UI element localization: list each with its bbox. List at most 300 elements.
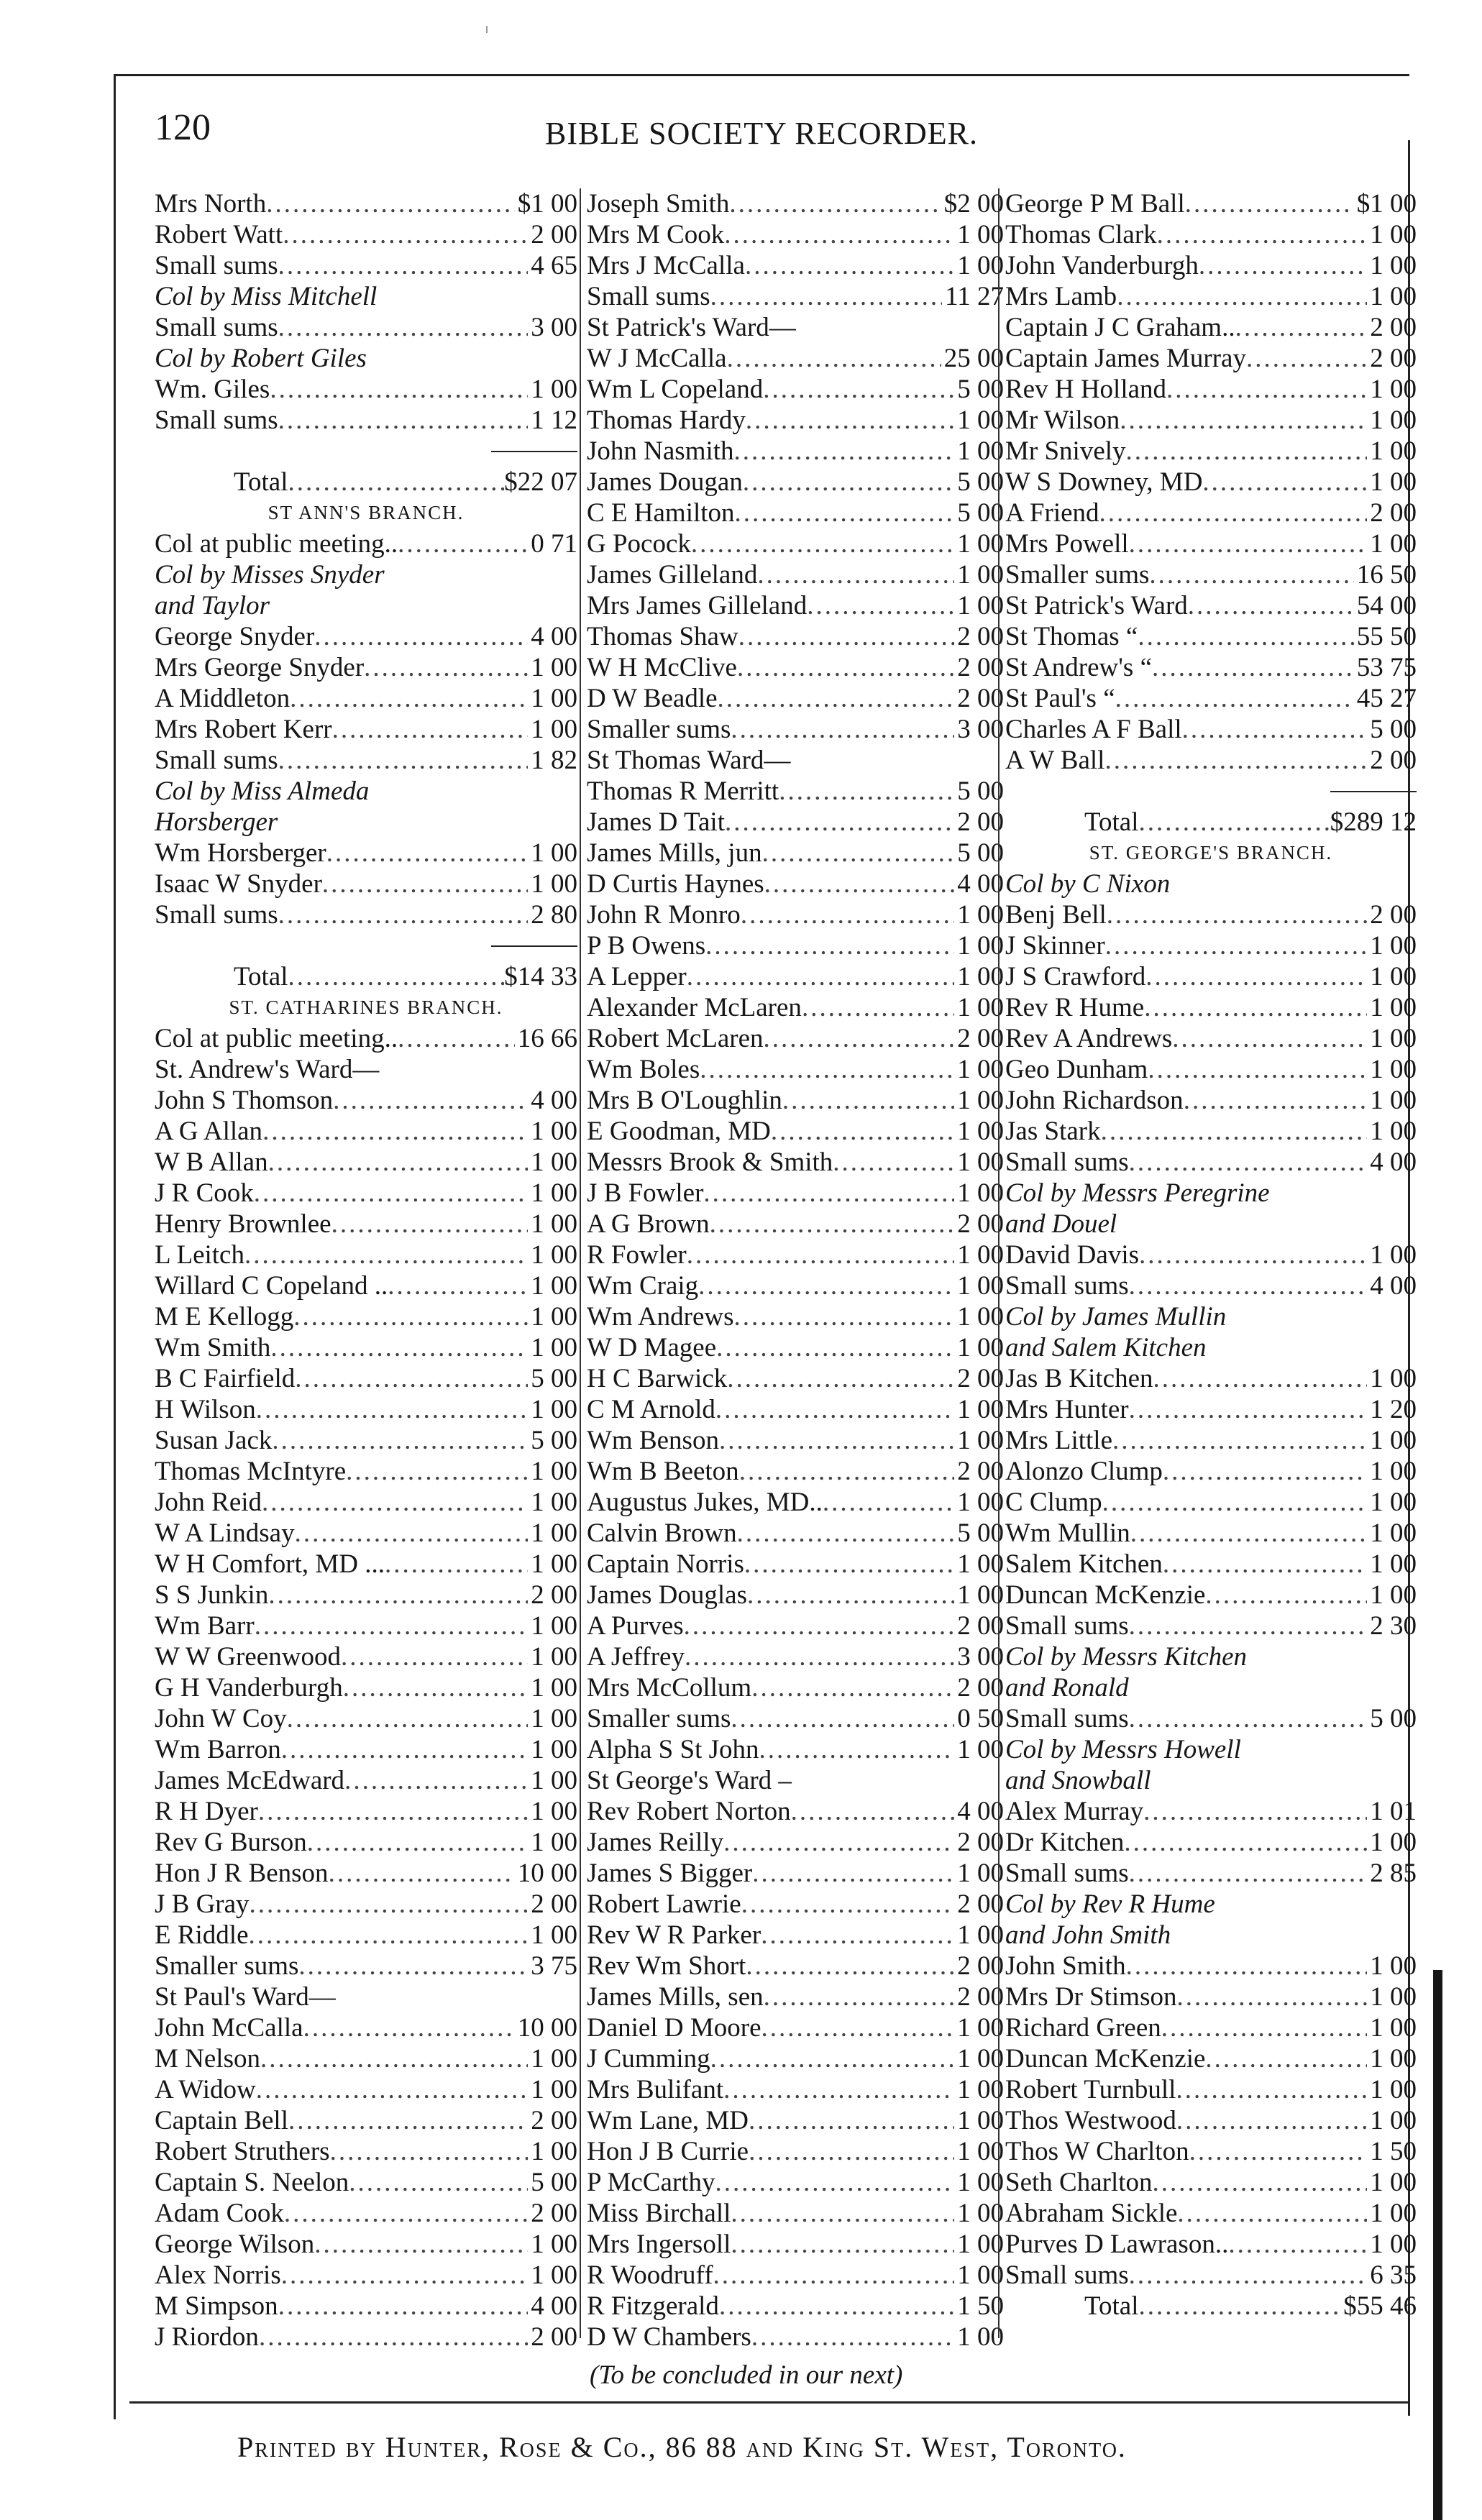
contributor-name: John R Monro [587, 900, 741, 930]
list-item [587, 2229, 1004, 2260]
amount: 1 00 [531, 1457, 577, 1486]
list-item [155, 2229, 577, 2260]
list-item [1005, 1703, 1417, 1734]
list-item [1005, 559, 1417, 590]
amount: 1 00 [1370, 1518, 1417, 1548]
amount: 1 00 [957, 2137, 1004, 2166]
list-item [155, 1672, 577, 1703]
dot-leader [734, 436, 955, 467]
contributor-name: Smaller sums [1005, 560, 1150, 590]
dot-leader [727, 343, 941, 374]
amount: 1 00 [1370, 1117, 1417, 1146]
contributor-name: Rev Wm Short [587, 1951, 746, 1981]
amount: 1 00 [1370, 1055, 1417, 1084]
collector-note: and Taylor [155, 591, 270, 620]
amount: 1 00 [1370, 1982, 1417, 2012]
amount: 1 00 [957, 1271, 1004, 1301]
contributor-name: Smaller sums [587, 715, 731, 744]
dot-leader [713, 2260, 955, 2291]
list-item [155, 1301, 577, 1332]
dot-leader [278, 745, 529, 776]
amount: 1 00 [531, 1735, 577, 1764]
amount: 2 00 [957, 1024, 1004, 1053]
dot-leader [741, 1889, 955, 1920]
list-item [155, 1456, 577, 1487]
dot-leader [746, 1951, 954, 1981]
list-item [587, 930, 1004, 961]
dot-leader [749, 2136, 954, 2167]
list-item [587, 1425, 1004, 1456]
amount: 1 00 [1370, 1364, 1417, 1393]
contributor-name: L Leitch [155, 1240, 244, 1270]
ward-heading: St. Andrew's Ward— [155, 1055, 380, 1084]
dot-leader [737, 1518, 955, 1549]
dot-leader [764, 1981, 955, 2012]
list-item [1005, 1240, 1417, 1270]
list-item [1005, 992, 1417, 1023]
ward-heading: St Paul's Ward— [155, 1982, 336, 2012]
list-item [1005, 1425, 1417, 1456]
contributor-name: Captain James Murray [1005, 344, 1246, 373]
list-item [1005, 1085, 1417, 1116]
contributor-name: Rev R Hume [1005, 993, 1145, 1022]
list-item [587, 1085, 1004, 1116]
amount: 1 00 [957, 220, 1004, 249]
amount: 1 00 [957, 2260, 1004, 2290]
contributor-name: J S Crawford [1005, 962, 1146, 991]
list-item [155, 2260, 577, 2291]
contributor-name: John S Thomson [155, 1086, 334, 1115]
list-item [155, 1951, 577, 1981]
dot-leader [833, 1147, 954, 1178]
amount: 1 00 [957, 1147, 1004, 1177]
dot-leader [298, 1951, 528, 1981]
list-item [1005, 467, 1417, 498]
contributor-name: Alonzo Clump [1005, 1457, 1163, 1486]
contributor-name: Miss Birchall [587, 2199, 731, 2228]
contributor-name: Mrs Robert Kerr [155, 715, 332, 744]
amount: 1 00 [957, 900, 1004, 930]
contributor-name: C Clump [1005, 1488, 1102, 1517]
amount: 0 50 [957, 1704, 1004, 1733]
amount: 5 00 [531, 2168, 577, 2197]
list-item [155, 1580, 577, 1610]
amount: 2 00 [531, 1889, 577, 1919]
contributor-name: Rev W R Parker [587, 1920, 761, 1950]
list-item [1005, 312, 1417, 343]
contributor-name: W W Greenwood [155, 1642, 341, 1672]
amount: 1 00 [1370, 1488, 1417, 1517]
column-1 [155, 188, 577, 2352]
dot-leader [1184, 1085, 1368, 1116]
contributor-name: John Richardson [1005, 1086, 1184, 1115]
amount: 2 00 [531, 2106, 577, 2135]
dot-leader [744, 1549, 954, 1580]
list-item [1005, 1116, 1417, 1147]
amount: 1 00 [1370, 436, 1417, 466]
contributor-name: St Patrick's Ward [1005, 591, 1188, 620]
amount: 1 00 [1370, 529, 1417, 559]
collector-note: and Salem Kitchen [1005, 1333, 1207, 1362]
dot-leader [782, 1085, 954, 1116]
contributor-name: Robert Watt [155, 220, 283, 249]
contributor-name: John Vanderburgh [1005, 251, 1199, 280]
amount: 1 00 [957, 2322, 1004, 2352]
dot-leader [1101, 1116, 1368, 1147]
amount: 1 00 [1370, 962, 1417, 991]
amount: 2 00 [957, 1982, 1004, 2012]
amount: 2 00 [1370, 900, 1417, 930]
list-item [587, 219, 1004, 250]
amount: 1 00 [957, 2013, 1004, 2043]
list-item [587, 714, 1004, 745]
dot-leader [303, 2012, 515, 2043]
amount: $1 00 [517, 189, 577, 219]
amount: 4 00 [1370, 1271, 1417, 1301]
dot-leader [1153, 2167, 1368, 2198]
contributor-name: Mrs McCollum [587, 1673, 752, 1703]
contributor-name: Mrs Ingersoll [587, 2230, 731, 2259]
dot-leader [278, 2291, 529, 2322]
amount: 2 00 [957, 1889, 1004, 1919]
contributor-name: Alex Norris [155, 2260, 281, 2290]
list-item [1005, 2074, 1417, 2105]
dot-leader [272, 1425, 528, 1456]
contributor-name: Robert McLaren [587, 1024, 764, 1053]
contributor-name: J B Gray [155, 1889, 250, 1919]
amount: 1 00 [1370, 931, 1417, 961]
contributor-name: Mrs Lamb [1005, 282, 1117, 311]
list-item [155, 2322, 577, 2352]
list-item [1005, 1610, 1417, 1641]
list-item [587, 1981, 1004, 2012]
contributor-name: Hon J R Benson [155, 1859, 329, 1888]
amount: 1 00 [1370, 1580, 1417, 1610]
list-item [587, 2260, 1004, 2291]
dot-leader [802, 992, 954, 1023]
amount: 3 00 [531, 313, 577, 342]
amount: 1 00 [1370, 2230, 1417, 2259]
amount: 1 00 [957, 1055, 1004, 1084]
list-item [155, 2198, 577, 2229]
page-header [155, 106, 1413, 157]
left-border [114, 74, 116, 2419]
contributor-name: John McCalla [155, 2013, 303, 2043]
dot-leader [281, 2260, 529, 2291]
list-item [1005, 2167, 1417, 2198]
list-item [1005, 405, 1417, 436]
contributor-name: David Davis [1005, 1240, 1139, 1270]
contributor-name: W H Comfort, MD ... [155, 1549, 385, 1579]
amount: 1 00 [1370, 993, 1417, 1022]
contributor-name: Wm Lane, MD [587, 2106, 749, 2135]
list-item [1005, 2012, 1417, 2043]
dot-leader [1188, 590, 1354, 621]
list-item [155, 899, 577, 930]
list-item [1005, 1981, 1417, 2012]
dot-leader [757, 559, 954, 590]
amount: 2 85 [1370, 1859, 1417, 1888]
total-amount: $55 46 [1343, 2291, 1417, 2321]
sum-rule [1005, 776, 1417, 807]
amount: 1 00 [957, 1178, 1004, 1208]
list-item [1005, 2229, 1417, 2260]
amount: 1 00 [531, 2260, 577, 2290]
contributor-name: Small sums [1005, 1859, 1129, 1888]
contributor-name: W A Lindsay [155, 1518, 295, 1548]
list-item [1005, 2105, 1417, 2136]
amount: 54 00 [1356, 591, 1417, 620]
contributor-name: Mrs B O'Loughlin [587, 1086, 782, 1115]
dot-leader [1228, 2229, 1367, 2260]
contributor-name: Jas Stark [1005, 1117, 1101, 1146]
contributor-name: Alexander McLaren [587, 993, 802, 1022]
list-item [587, 1951, 1004, 1981]
dot-leader [262, 1116, 528, 1147]
list-item [155, 1363, 577, 1394]
dot-leader [270, 374, 528, 405]
list-item [587, 1920, 1004, 1951]
collector-note: Col by C Nixon [1005, 869, 1171, 899]
total-row [1005, 807, 1417, 838]
list-item [587, 559, 1004, 590]
contributor-name: James Mills, sen [587, 1982, 764, 2012]
amount: 1 00 [1370, 406, 1417, 435]
contributor-name: Wm. Giles [155, 375, 270, 404]
amount: 1 00 [531, 1178, 577, 1208]
list-item [155, 1610, 577, 1641]
dot-leader [398, 1023, 515, 1054]
amount: 5 00 [531, 1426, 577, 1455]
contributor-name: A Widow [155, 2075, 256, 2104]
dot-leader [710, 2043, 955, 2074]
page-number: 120 [155, 107, 211, 148]
list-item [587, 281, 1004, 312]
dot-leader [295, 1518, 529, 1549]
list-item [1005, 2260, 1417, 2291]
dot-leader [349, 2167, 528, 2198]
contributor-name: John Reid [155, 1488, 262, 1517]
list-item [587, 1023, 1004, 1054]
amount: 1 00 [1370, 2106, 1417, 2135]
dot-leader [256, 1394, 529, 1425]
list-item [1005, 1518, 1417, 1549]
dot-leader [715, 1394, 954, 1425]
dot-leader [743, 467, 954, 498]
dot-leader [1176, 2074, 1367, 2105]
contributor-name: John Nasmith [587, 436, 734, 466]
amount: 1 00 [957, 1117, 1004, 1146]
dot-leader [1145, 961, 1367, 992]
contributor-name: Wm Boles [587, 1055, 700, 1084]
dot-leader [764, 1023, 955, 1054]
contributor-name: E Goodman, MD [587, 1117, 771, 1146]
list-item [155, 2105, 577, 2136]
amount: 5 00 [531, 1364, 577, 1393]
contributor-name: Small sums [155, 313, 278, 342]
dot-leader [388, 1270, 528, 1301]
contributor-name: St Paul's “ [1005, 684, 1115, 713]
amount: 1 00 [531, 1704, 577, 1733]
ward-heading: St Patrick's Ward— [587, 313, 796, 342]
contributor-name: J Riordon [155, 2322, 259, 2352]
contributor-name: Col at public meeting.. [155, 1024, 398, 1053]
amount: 4 00 [957, 1797, 1004, 1826]
dot-leader [1115, 683, 1354, 714]
list-item [587, 498, 1004, 528]
dot-leader [331, 1209, 529, 1240]
contributor-name: R Fowler [587, 1240, 687, 1270]
contributor-name: George P M Ball [1005, 189, 1185, 219]
amount: 2 30 [1370, 1611, 1417, 1641]
amount: 5 00 [957, 776, 1004, 806]
dot-leader [314, 621, 528, 652]
dot-leader [731, 1703, 954, 1734]
contributor-name: Duncan McKenzie [1005, 1580, 1206, 1610]
list-item [155, 2136, 577, 2167]
contributor-name: Thomas Shaw [587, 622, 738, 651]
list-item [587, 2105, 1004, 2136]
dot-leader [823, 1487, 954, 1518]
amount: 0 71 [531, 529, 577, 559]
contributor-name: James D Tait [587, 807, 725, 837]
dot-leader [715, 2167, 954, 2198]
dot-leader [1139, 2291, 1344, 2322]
dot-leader [293, 1301, 528, 1332]
contributor-name: Benj Bell [1005, 900, 1107, 930]
dot-leader [1143, 1796, 1367, 1827]
contributor-name: Rev A Andrews [1005, 1024, 1173, 1053]
contributor-name: Wm Benson [587, 1426, 719, 1455]
dot-leader [1172, 1023, 1367, 1054]
list-item [1005, 961, 1417, 992]
contributor-name: Mr Wilson [1005, 406, 1120, 435]
amount: 1 00 [957, 1920, 1004, 1950]
list-item [587, 188, 1004, 219]
dot-leader [718, 683, 955, 714]
list-item [587, 1858, 1004, 1889]
amount: 1 00 [957, 560, 1004, 590]
amount: 1 00 [531, 715, 577, 744]
list-item [587, 405, 1004, 436]
dot-leader [1107, 899, 1367, 930]
list-item [1005, 899, 1417, 930]
amount: 1 00 [1370, 251, 1417, 280]
dot-leader [1102, 1487, 1368, 1518]
dot-leader [329, 1858, 515, 1889]
total-row [155, 467, 577, 498]
amount: 1 01 [1370, 1797, 1417, 1826]
list-item [1005, 2198, 1417, 2229]
amount: 2 00 [957, 1828, 1004, 1857]
amount: 1 00 [531, 1797, 577, 1826]
dot-leader [283, 219, 528, 250]
contributor-name: Charles A F Ball [1005, 715, 1182, 744]
amount: 2 00 [531, 2322, 577, 2352]
list-item [1005, 1456, 1417, 1487]
amount: 1 00 [531, 1333, 577, 1362]
dot-leader [1199, 250, 1367, 281]
amount: 1 00 [531, 1611, 577, 1641]
contributor-name: Hon J B Currie [587, 2137, 749, 2166]
amount: 1 00 [957, 1086, 1004, 1115]
dot-leader [745, 250, 954, 281]
list-item [1005, 498, 1417, 528]
dot-leader [731, 714, 954, 745]
list-item [1005, 930, 1417, 961]
contributor-name: Wm B Beeton [587, 1457, 739, 1486]
list-item [155, 1332, 577, 1363]
amount: 1 00 [531, 1271, 577, 1301]
dot-leader [716, 1332, 954, 1363]
contributor-name: C M Arnold [587, 1395, 715, 1424]
contributor-name: James Douglas [587, 1580, 747, 1610]
dot-leader [1202, 467, 1367, 498]
contributor-name: Mrs J McCalla [587, 251, 745, 280]
list-item [155, 1425, 577, 1456]
amount: 4 65 [531, 251, 577, 280]
dot-leader [751, 2322, 954, 2352]
list-item [155, 745, 577, 776]
contributor-name: Thos W Charlton [1005, 2137, 1189, 2166]
top-border [115, 74, 1409, 76]
dot-leader [698, 1270, 954, 1301]
contributor-name: Abraham Sickle [1005, 2199, 1178, 2228]
list-item [155, 869, 577, 899]
amount: 1 00 [957, 591, 1004, 620]
dot-leader [751, 1672, 954, 1703]
amount: $1 00 [1356, 189, 1417, 219]
list-item [155, 405, 577, 436]
amount: 1 00 [957, 2230, 1004, 2259]
dot-leader [268, 1580, 528, 1610]
list-item [1005, 374, 1417, 405]
dot-leader [270, 1332, 528, 1363]
dot-leader [1129, 1394, 1368, 1425]
contributor-name: P B Owens [587, 931, 706, 961]
dot-leader [761, 2012, 955, 2043]
list-item [587, 1827, 1004, 1858]
dot-leader [262, 1487, 528, 1518]
list-item [587, 2074, 1004, 2105]
amount: 1 00 [957, 2044, 1004, 2074]
dot-leader [256, 2074, 529, 2105]
contributor-name: Alex Murray [1005, 1797, 1144, 1826]
dot-leader [723, 2074, 954, 2105]
amount: 1 00 [957, 529, 1004, 559]
contributor-name: Salem Kitchen [1005, 1549, 1163, 1579]
contributor-name: W D Magee [587, 1333, 717, 1362]
contributor-name: Rev G Burson [155, 1828, 307, 1857]
contributor-name: Rev Robert Norton [587, 1797, 791, 1826]
contributor-name: S S Junkin [155, 1580, 269, 1610]
contributor-name: R Woodruff [587, 2260, 713, 2290]
list-item [1005, 1827, 1417, 1858]
dot-leader [1163, 1456, 1367, 1487]
contributor-name: Mrs Dr Stimson [1005, 1982, 1177, 2012]
list-item [155, 1734, 577, 1765]
contributor-name: Small sums [1005, 1271, 1129, 1301]
dot-leader [734, 1301, 955, 1332]
dot-leader [1176, 2105, 1367, 2136]
contributor-name: Willard C Copeland .. [155, 1271, 388, 1301]
amount: 1 00 [957, 406, 1004, 435]
dot-leader [1129, 1147, 1368, 1178]
dot-leader [1130, 1518, 1368, 1549]
list-item [155, 312, 577, 343]
dot-leader [255, 1610, 529, 1641]
collector-note: Horsberger [155, 807, 278, 837]
